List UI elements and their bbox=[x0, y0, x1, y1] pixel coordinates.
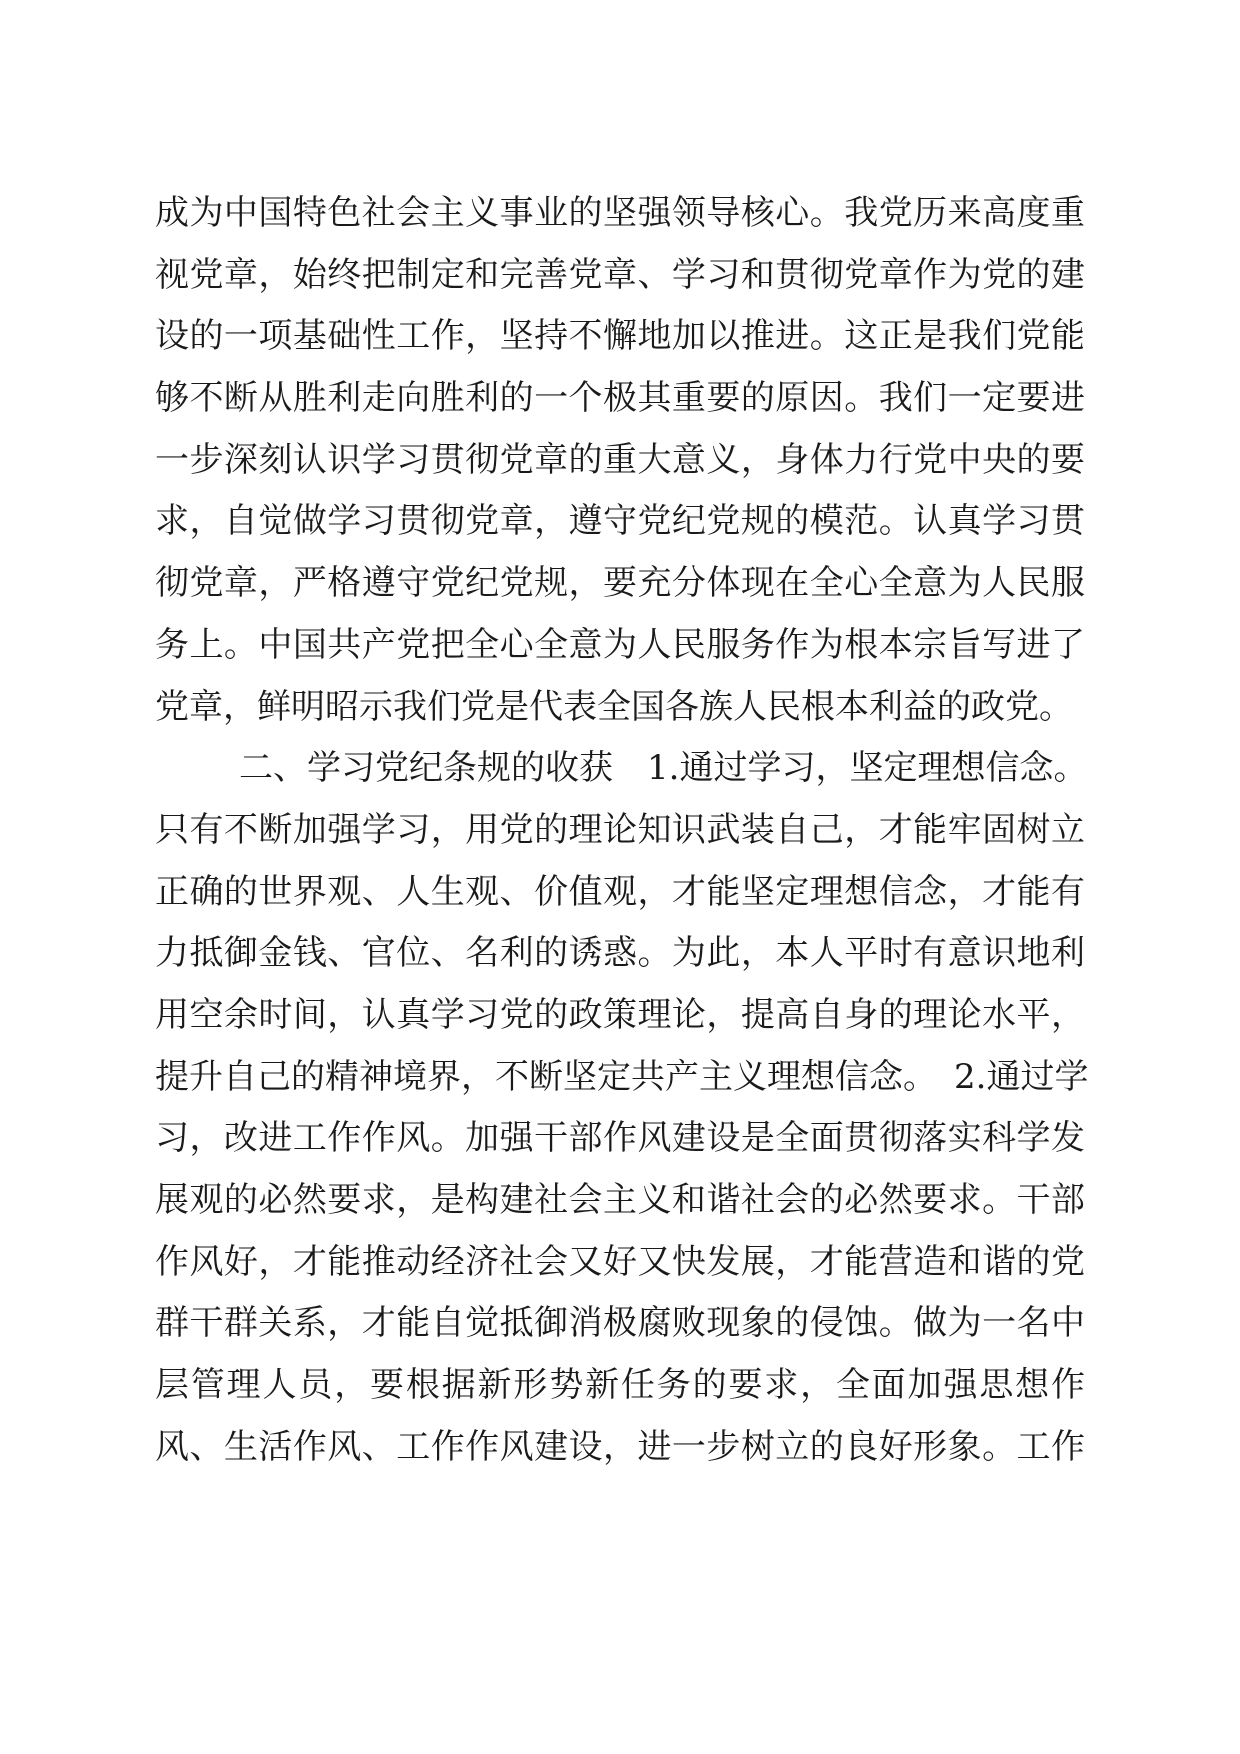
text-line: 正确的世界观、人生观、价值观，才能坚定理想信念，才能有 bbox=[155, 871, 1085, 912]
text-line: 只有不断加强学习，用党的理论知识武装自己，才能牢固树立 bbox=[155, 809, 1085, 850]
text-line: 风、生活作风、工作作风建设，进一步树立的良好形象。工作 bbox=[155, 1426, 1085, 1467]
text-line: 提升自己的精神境界，不断坚定共产主义理想信念。 2.通过学 bbox=[155, 1056, 1089, 1097]
text-line: 一步深刻认识学习贯彻党章的重大意义，身体力行党中央的要 bbox=[155, 439, 1085, 480]
text-line: 够不断从胜利走向胜利的一个极其重要的原因。我们一定要进 bbox=[155, 378, 1085, 419]
text-line: 层管理人员，要根据新形势新任务的要求，全面加强思想作 bbox=[155, 1365, 1085, 1406]
text-line: 党章，鲜明昭示我们党是代表全国各族人民根本利益的政党。 bbox=[155, 686, 1073, 727]
text-line: 务上。中国共产党把全心全意为人民服务作为根本宗旨写进了 bbox=[155, 624, 1085, 665]
text-line: 成为中国特色社会主义事业的坚强领导核心。我党历来高度重 bbox=[155, 193, 1085, 233]
section-heading-line: 二、学习党纪条规的收获 1.通过学习，坚定理想信念。 bbox=[239, 748, 1088, 789]
body-text bbox=[155, 183, 1089, 1478]
text-line: 力抵御金钱、官位、名利的诱惑。为此，本人平时有意识地利 bbox=[155, 933, 1085, 974]
text-line: 彻党章，严格遵守党纪党规，要充分体现在全心全意为人民服 bbox=[155, 563, 1085, 604]
text-line: 求，自觉做学习贯彻党章，遵守党纪党规的模范。认真学习贯 bbox=[155, 501, 1085, 542]
text-line: 视党章，始终把制定和完善党章、学习和贯彻党章作为党的建 bbox=[155, 254, 1085, 295]
text-line: 群干群关系，才能自觉抵御消极腐败现象的侵蚀。做为一名中 bbox=[155, 1303, 1085, 1344]
text-line: 展观的必然要求，是构建社会主义和谐社会的必然要求。干部 bbox=[155, 1180, 1085, 1220]
text-line: 作风好，才能推动经济社会又好又快发展，才能营造和谐的党 bbox=[155, 1241, 1085, 1282]
text-line: 设的一项基础性工作，坚持不懈地加以推进。这正是我们党能 bbox=[155, 316, 1085, 357]
text-line: 习，改进工作作风。加强干部作风建设是全面贯彻落实科学发 bbox=[155, 1118, 1085, 1159]
text-line: 用空余时间，认真学习党的政策理论，提高自身的理论水平， bbox=[155, 994, 1085, 1035]
